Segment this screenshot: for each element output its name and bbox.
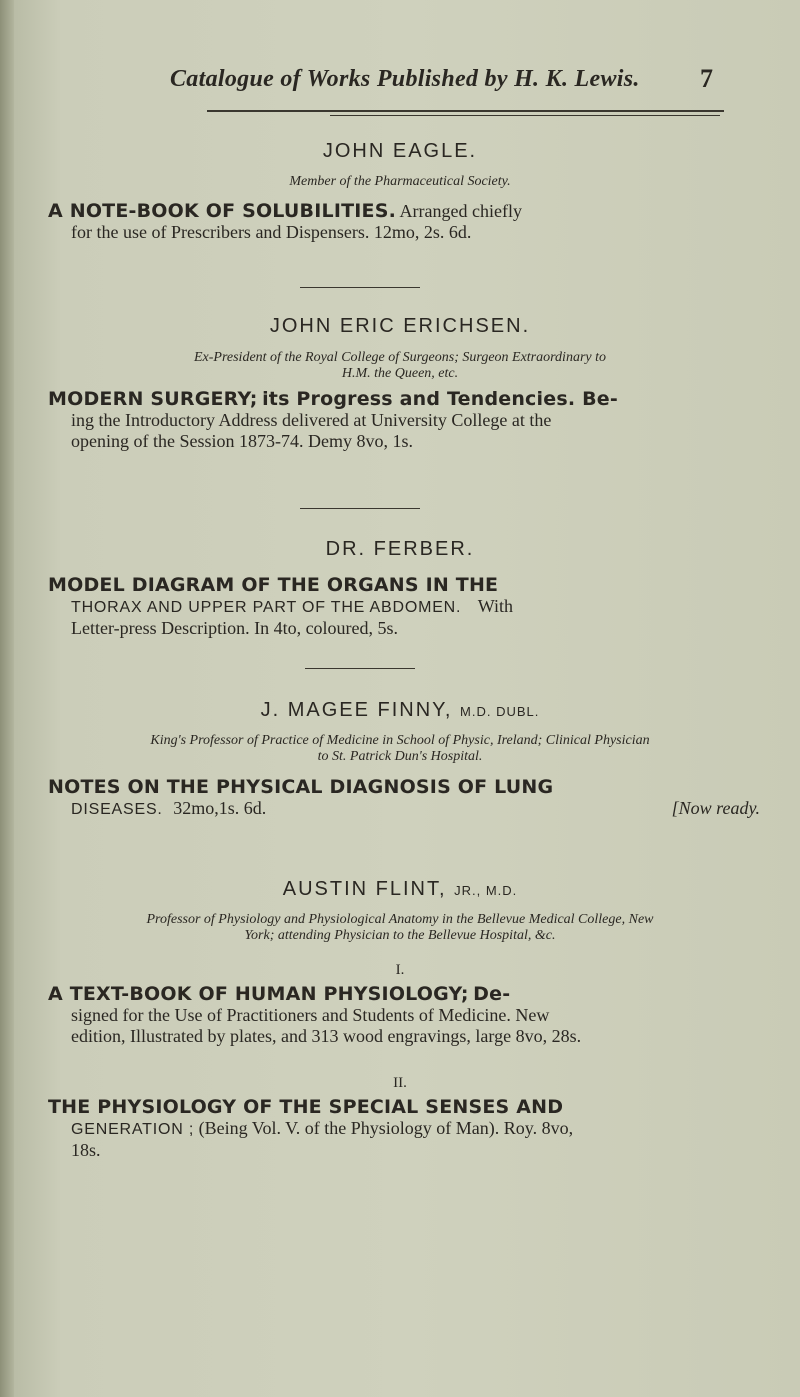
section-divider (305, 668, 415, 669)
book-entry (48, 575, 760, 639)
book-description: De- (473, 983, 511, 1005)
author-affiliation: York; attending Physician to the Bellevue Hospital, &c. (244, 928, 556, 943)
author-degree: M.D. DUBL. (460, 704, 540, 719)
book-description: opening of the Session 1873-74. Demy 8vo, 1s. (71, 431, 413, 451)
author-heading (0, 878, 800, 901)
book-entry (48, 777, 760, 820)
book-title: A TEXT-BOOK OF HUMAN PHYSIOLOGY; (48, 983, 469, 1005)
author-affiliation: Ex-President of the Royal College of Surgeons; Surgeon Extraordinary to (193, 350, 606, 365)
book-description: for the use of Prescribers and Dispensers. 12mo, 2s. 6d. (71, 222, 472, 242)
page-number: 7 (700, 64, 713, 93)
author-affiliation: H.M. the Queen, etc. (341, 366, 459, 381)
header-rule-thin (330, 115, 720, 116)
book-title: THE PHYSIOLOGY OF THE SPECIAL SENSES AND (48, 1096, 564, 1118)
author-affiliation: Professor of Physiology and Physiological Anatomy in the Bellevue Medical College, New (146, 912, 654, 927)
availability-status: [Now ready. (671, 798, 760, 818)
book-entry (48, 201, 760, 243)
author-affiliation: Member of the Pharmaceutical Society. (289, 174, 511, 189)
author-heading: DR. FERBER. (325, 538, 475, 560)
header-rule (207, 110, 724, 112)
book-title-continued: GENERATION ; (71, 1121, 195, 1138)
book-entry (48, 389, 760, 452)
book-description: (Being Vol. V. of the Physiology of Man). Roy. 8vo, (198, 1118, 574, 1138)
book-description: ing the Introductory Address delivered at University College at the (71, 410, 552, 430)
section-divider (300, 287, 420, 288)
book-title: MODERN SURGERY; (48, 388, 258, 410)
book-description: its Progress and Tendencies. Be- (262, 388, 618, 410)
book-entry (48, 984, 760, 1047)
running-head (170, 66, 730, 106)
author-name: AUSTIN FLINT, (282, 878, 447, 900)
book-title: NOTES ON THE PHYSICAL DIAGNOSIS OF LUNG (48, 776, 554, 798)
author-affiliation: to St. Patrick Dun's Hospital. (317, 749, 483, 764)
book-description: With (477, 596, 514, 616)
book-title: MODEL DIAGRAM OF THE ORGANS IN THE (48, 574, 499, 596)
book-description: Arranged chiefly (399, 201, 522, 221)
book-description: edition, Illustrated by plates, and 313 wood engravings, large 8vo, 28s. (71, 1026, 582, 1046)
volume-numeral: II. (393, 1075, 407, 1091)
section-divider (300, 508, 420, 509)
author-heading (0, 699, 800, 722)
book-title-continued: THORAX AND UPPER PART OF THE ABDOMEN. (71, 599, 462, 616)
author-name: J. MAGEE FINNY, (260, 699, 453, 721)
book-title-continued: DISEASES. (71, 801, 163, 818)
book-description: 32mo,1s. 6d. (173, 798, 267, 818)
author-affiliation: King's Professor of Practice of Medicine in School of Physic, Ireland; Clinical Physician (150, 733, 650, 748)
running-title: Catalogue of Works Published by H. K. Lewis. (170, 66, 640, 92)
volume-numeral: I. (395, 962, 405, 978)
book-description: Letter-press Description. In 4to, coloured, 5s. (71, 618, 399, 638)
author-heading: JOHN ERIC ERICHSEN. (269, 315, 531, 337)
book-description: signed for the Use of Practitioners and Students of Medicine. New (71, 1005, 550, 1025)
book-entry (48, 1097, 760, 1161)
book-description: 18s. (71, 1140, 101, 1160)
book-title: A NOTE-BOOK OF SOLUBILITIES. (48, 200, 396, 222)
author-heading: JOHN EAGLE. (322, 140, 478, 162)
author-degree: JR., M.D. (454, 883, 518, 898)
